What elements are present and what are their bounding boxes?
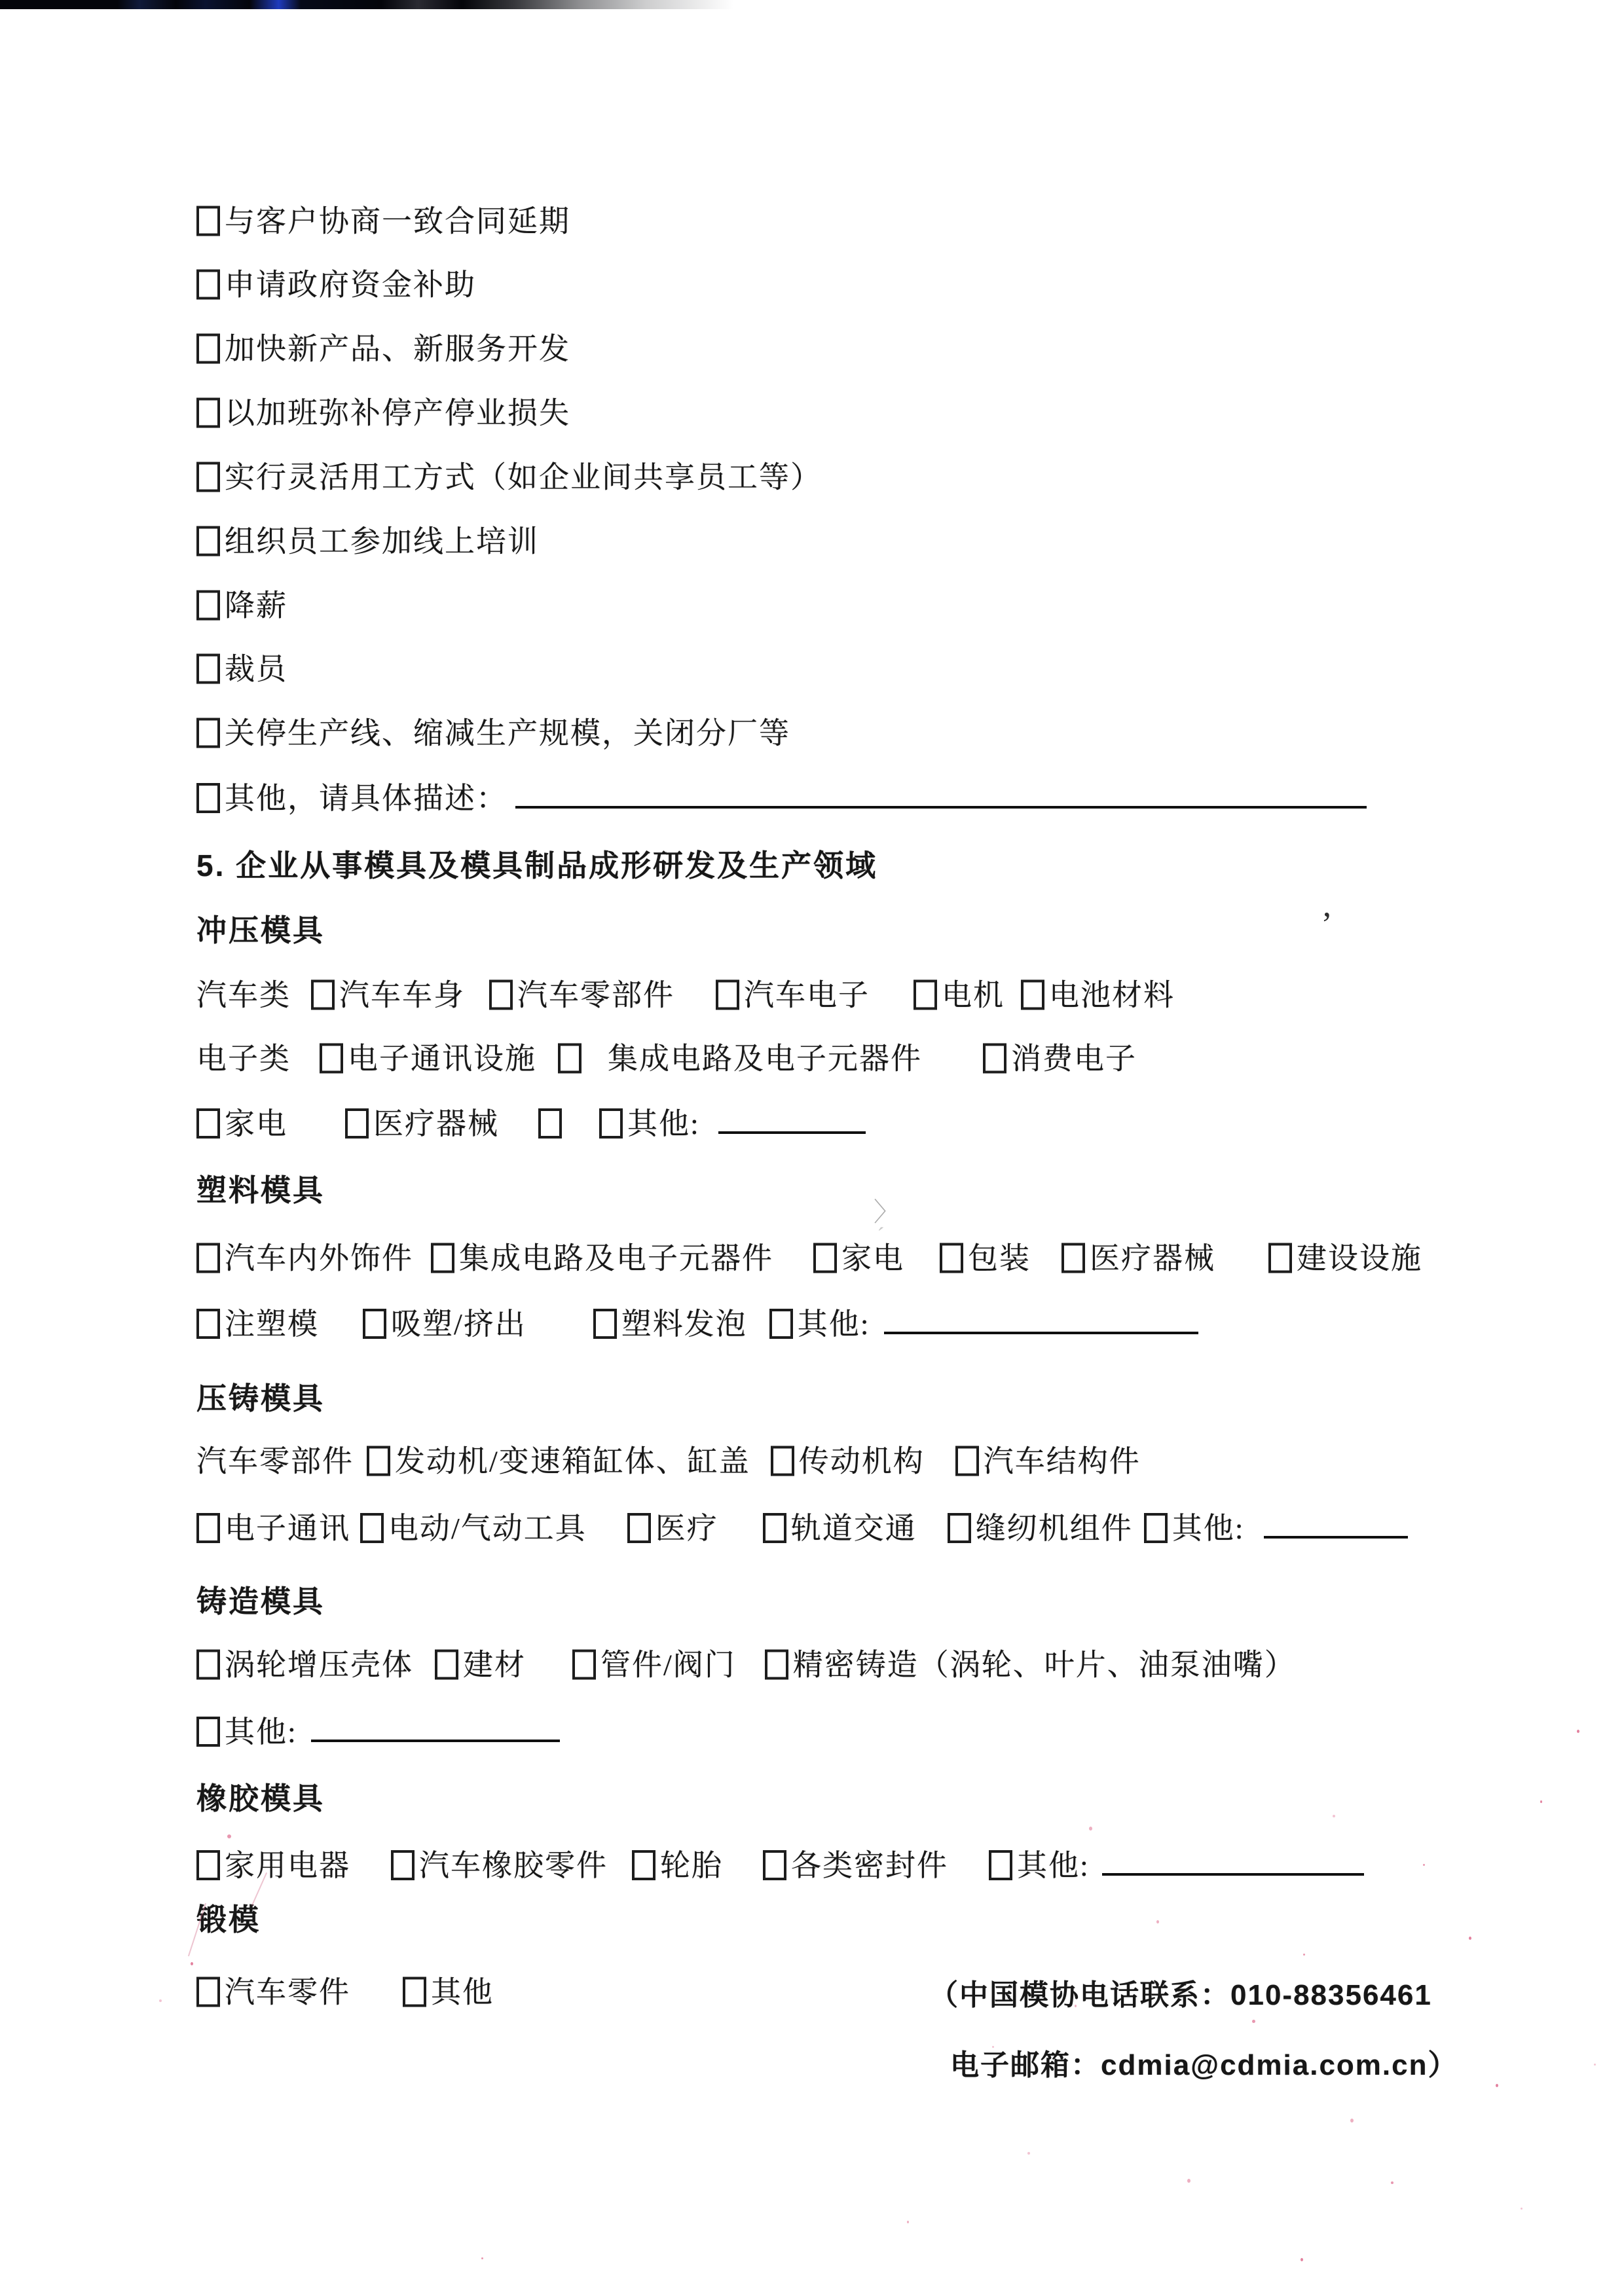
checkbox[interactable]	[196, 334, 220, 364]
checkbox-option	[489, 980, 674, 1011]
option-label: 申请政府资金补助	[225, 268, 476, 302]
checkbox-option	[955, 1446, 1141, 1477]
option-label: 注塑模	[225, 1307, 319, 1341]
option-label: 电机	[942, 978, 1005, 1012]
checkbox[interactable]	[632, 1850, 655, 1880]
option-label: 精密铸造（涡轮、叶片、油泵油嘴）	[792, 1648, 1296, 1682]
option-label: 电子通讯设施	[348, 1042, 536, 1076]
checkbox[interactable]	[345, 1108, 369, 1139]
speckle	[1540, 1800, 1542, 1803]
fill-in-blank[interactable]	[311, 1715, 560, 1742]
option-label: 以加班弥补停产停业损失	[225, 396, 570, 430]
speckle	[1521, 2208, 1522, 2210]
question4-option-row	[196, 526, 539, 557]
checkbox-option	[1144, 1513, 1245, 1544]
checkbox-option	[345, 1108, 499, 1139]
checkbox-option	[1268, 1243, 1422, 1274]
checkbox-option	[983, 1044, 1137, 1074]
speckle	[1252, 2020, 1255, 2023]
speckle	[1496, 2084, 1498, 2087]
group-title	[196, 915, 325, 945]
group-title-text: 塑料模具	[196, 1173, 325, 1207]
checkbox-option	[913, 980, 1005, 1011]
speckle	[1469, 1937, 1471, 1940]
speckle	[1027, 2152, 1030, 2155]
option-label: 电池材料	[1049, 978, 1175, 1012]
fill-in-blank[interactable]	[515, 781, 1367, 809]
checkbox[interactable]	[771, 1446, 794, 1476]
checkbox-option	[196, 654, 287, 685]
contact-phone-line: （中国模协电话联系：010-88356461	[929, 1979, 1432, 2011]
option-label: 建设设施	[1297, 1241, 1422, 1275]
option-row	[196, 1446, 1141, 1477]
option-label: 汽车电子	[744, 978, 870, 1012]
stray-ink-mark: ’	[1321, 905, 1333, 943]
checkbox-option	[320, 1044, 536, 1074]
option-label: 汽车零部件	[517, 978, 674, 1012]
checkbox[interactable]	[769, 1309, 793, 1339]
checkbox-option	[765, 1650, 1296, 1681]
fill-in-blank[interactable]	[718, 1106, 866, 1134]
checkbox[interactable]	[196, 1977, 220, 2007]
checkbox[interactable]	[627, 1513, 651, 1543]
option-label: 家电	[225, 1107, 287, 1140]
checkbox-option	[948, 1513, 1133, 1544]
checkbox-option	[196, 1977, 350, 2008]
checkbox-option	[403, 1977, 494, 2008]
group-title	[196, 1383, 325, 1413]
option-label: 汽车车身	[339, 978, 465, 1012]
category-label: 集成电路及电子元器件	[608, 1042, 922, 1076]
checkbox[interactable]	[983, 1044, 1006, 1074]
checkbox[interactable]	[363, 1309, 386, 1339]
option-row	[196, 1715, 560, 1747]
checkbox-option	[196, 1243, 413, 1274]
checkbox-option	[716, 980, 870, 1011]
checkbox[interactable]	[196, 591, 220, 621]
checkbox[interactable]	[196, 654, 220, 684]
option-label: 各类密封件	[791, 1849, 948, 1882]
checkbox[interactable]	[1144, 1513, 1168, 1543]
checkbox[interactable]	[763, 1850, 786, 1880]
checkbox-option	[763, 1513, 917, 1544]
checkbox-option	[311, 980, 465, 1011]
checkbox[interactable]	[196, 206, 220, 236]
option-label: 包装	[968, 1241, 1031, 1275]
speckle	[1577, 1730, 1579, 1733]
speckle	[1156, 1920, 1159, 1923]
checkbox-option	[391, 1850, 608, 1881]
speckle	[1391, 2181, 1393, 2184]
checkbox[interactable]	[435, 1650, 458, 1680]
option-label: 降薪	[225, 589, 287, 623]
speckle	[1089, 1827, 1092, 1831]
option-label: 缝纫机组件	[975, 1512, 1133, 1545]
checkbox[interactable]	[196, 526, 220, 556]
speckle	[481, 2257, 483, 2259]
option-label: 其他，请具体描述：	[225, 782, 507, 815]
checkbox-option	[363, 1309, 526, 1339]
checkbox[interactable]	[913, 980, 937, 1010]
checkbox-option	[989, 1850, 1090, 1881]
group-title-text: 压铸模具	[196, 1381, 325, 1415]
checkbox-option	[196, 206, 570, 237]
checkbox-option	[1021, 980, 1175, 1011]
checkbox[interactable]	[431, 1243, 454, 1273]
question4-option-row	[196, 462, 822, 493]
scanner-edge-artifact	[0, 0, 733, 9]
checkbox[interactable]	[360, 1513, 384, 1543]
option-label: 关停生产线、缩减生产规模，关闭分厂等	[225, 716, 790, 750]
fill-in-blank[interactable]	[884, 1307, 1198, 1334]
checkbox-option	[367, 1446, 750, 1477]
checkbox-option	[940, 1243, 1031, 1274]
question4-option-row	[196, 654, 287, 685]
option-row	[196, 1848, 1364, 1881]
question4-option-row	[196, 206, 570, 237]
checkbox[interactable]	[1061, 1243, 1085, 1273]
checkbox-option	[196, 1513, 350, 1544]
option-label: 汽车橡胶零件	[419, 1849, 608, 1882]
checkbox-option	[196, 398, 570, 429]
checkbox[interactable]	[599, 1108, 623, 1139]
option-label: 涡轮增压壳体	[225, 1648, 413, 1682]
checkbox[interactable]	[1021, 980, 1044, 1010]
checkbox-option	[196, 270, 476, 301]
speckle	[159, 1999, 162, 2002]
option-label: 家电	[841, 1241, 904, 1275]
option-label: 电动/气动工具	[388, 1512, 587, 1545]
checkbox-option	[196, 1850, 350, 1881]
checkbox[interactable]	[403, 1977, 426, 2007]
option-label: 其他:	[1172, 1512, 1245, 1545]
group-title-text: 铸造模具	[196, 1584, 325, 1618]
speckle	[1423, 1864, 1425, 1866]
option-row	[196, 1243, 1422, 1274]
checkbox[interactable]	[593, 1309, 617, 1339]
category-label: 电子类	[196, 1042, 291, 1076]
checkbox[interactable]	[196, 1717, 220, 1747]
group-title-text: 冲压模具	[196, 913, 325, 947]
checkbox[interactable]	[196, 1650, 220, 1680]
checkbox[interactable]	[813, 1243, 837, 1273]
option-label: 消费电子	[1011, 1042, 1137, 1076]
checkbox[interactable]	[311, 980, 335, 1010]
checkbox-option	[435, 1650, 526, 1681]
speckle	[1075, 2005, 1077, 2007]
option-label: 发动机/变速箱缸体、缸盖	[395, 1444, 750, 1478]
checkbox-option	[632, 1850, 723, 1881]
checkbox[interactable]	[196, 462, 220, 492]
group-title	[196, 1175, 325, 1205]
group-title	[196, 1783, 325, 1813]
checkbox[interactable]	[196, 783, 220, 813]
option-label: 建材	[463, 1648, 526, 1682]
question4-option-row	[196, 591, 287, 621]
checkbox-option	[593, 1309, 747, 1339]
group-title	[196, 1904, 261, 1935]
question4-option-row	[196, 334, 570, 365]
checkbox-option	[769, 1309, 870, 1339]
checkbox-option	[196, 334, 570, 365]
option-row	[196, 1977, 494, 2008]
checkbox[interactable]	[1268, 1243, 1292, 1273]
option-label: 加快新产品、新服务开发	[225, 332, 570, 366]
option-row	[196, 1650, 1296, 1681]
option-label: 家用电器	[225, 1849, 350, 1882]
speckle	[1187, 2179, 1190, 2183]
option-label: 电子通讯	[225, 1512, 350, 1545]
option-label: 裁员	[225, 652, 287, 686]
option-label: 集成电路及电子元器件	[459, 1241, 773, 1275]
checkbox-option	[196, 591, 287, 621]
option-label: 汽车零件	[225, 1975, 350, 2009]
speckle	[1333, 1815, 1335, 1817]
checkbox-option	[196, 1717, 297, 1747]
fill-in-blank[interactable]	[1102, 1848, 1364, 1876]
option-label: 组织员工参加线上培训	[225, 524, 539, 558]
checkbox[interactable]	[196, 1309, 220, 1339]
stray-ink-mark: ˊ	[877, 1224, 885, 1248]
speckle	[1594, 2064, 1596, 2066]
checkbox[interactable]	[763, 1513, 786, 1543]
checkbox-option	[431, 1243, 773, 1274]
group-title-text: 橡胶模具	[196, 1781, 325, 1815]
checkbox[interactable]	[955, 1446, 979, 1476]
stray-ink-mark: 〉	[874, 1197, 900, 1227]
option-row	[196, 1307, 1198, 1339]
section5-title	[196, 850, 877, 881]
speckle	[907, 2221, 909, 2223]
checkbox-option	[196, 718, 790, 749]
option-label: 其他:	[627, 1107, 700, 1140]
option-label: 其他:	[797, 1307, 870, 1341]
checkbox[interactable]	[558, 1044, 581, 1074]
checkbox-option	[599, 1108, 700, 1139]
checkbox[interactable]	[196, 1108, 220, 1139]
checkbox[interactable]	[196, 1513, 220, 1543]
option-label: 与客户协商一致合同延期	[225, 204, 570, 238]
question4-option-row	[196, 270, 476, 301]
checkbox[interactable]	[196, 718, 220, 748]
question4-option-row	[196, 781, 1367, 814]
checkbox[interactable]	[765, 1650, 788, 1680]
option-label: 吸塑/挤出	[391, 1307, 526, 1341]
checkbox-option	[1061, 1243, 1215, 1274]
option-label: 实行灵活用工方式（如企业间共享员工等）	[225, 460, 822, 494]
group-title	[196, 1586, 325, 1616]
checkbox-option	[572, 1650, 736, 1681]
speckle	[1301, 2258, 1303, 2261]
checkbox[interactable]	[572, 1650, 596, 1680]
contact-email-line: 电子邮箱：cdmia@cdmia.com.cn）	[950, 2049, 1458, 2081]
checkbox-option	[196, 783, 507, 814]
option-label: 塑料发泡	[621, 1307, 747, 1341]
option-label: 轨道交通	[790, 1512, 917, 1545]
checkbox[interactable]	[320, 1044, 343, 1074]
checkbox[interactable]	[196, 270, 220, 300]
option-label: 医疗器械	[373, 1107, 499, 1140]
checkbox-option	[627, 1513, 718, 1544]
checkbox-option	[813, 1243, 904, 1274]
checkbox-option	[196, 462, 822, 493]
checkbox[interactable]	[989, 1850, 1012, 1880]
checkbox[interactable]	[940, 1243, 963, 1273]
checkbox-option	[196, 1309, 319, 1339]
speckle	[227, 1834, 231, 1838]
checkbox[interactable]	[538, 1108, 562, 1139]
option-label: 其他:	[1017, 1849, 1090, 1882]
option-label: 汽车结构件	[983, 1444, 1141, 1478]
checkbox-option	[360, 1513, 587, 1544]
checkbox-option	[771, 1446, 925, 1477]
checkbox[interactable]	[716, 980, 739, 1010]
option-label: 轮胎	[660, 1849, 723, 1882]
fill-in-blank[interactable]	[1264, 1511, 1408, 1539]
checkbox[interactable]	[391, 1850, 415, 1880]
option-label: 传动机构	[798, 1444, 925, 1478]
speckle	[191, 1962, 193, 1965]
question4-option-row	[196, 718, 790, 749]
checkbox[interactable]	[367, 1446, 390, 1476]
category-label: 汽车类	[196, 978, 291, 1012]
checkbox[interactable]	[948, 1513, 971, 1543]
speckle	[1350, 2119, 1354, 2123]
option-label: 医疗器械	[1090, 1241, 1215, 1275]
option-row	[196, 1044, 1137, 1074]
checkbox[interactable]	[196, 398, 220, 428]
checkbox[interactable]	[489, 980, 513, 1010]
speckle	[1303, 1954, 1305, 1956]
option-row	[196, 1511, 1408, 1544]
option-label: 汽车内外饰件	[225, 1241, 413, 1275]
option-label: 其他	[431, 1975, 494, 2009]
option-row	[196, 1106, 866, 1139]
checkbox-option	[196, 1108, 287, 1139]
category-label: 汽车零部件	[196, 1444, 354, 1478]
question4-option-row	[196, 398, 570, 429]
checkbox[interactable]	[196, 1243, 220, 1273]
option-label: 医疗	[655, 1512, 718, 1545]
checkbox-option	[763, 1850, 948, 1881]
option-label: 其他:	[225, 1715, 297, 1749]
checkbox[interactable]	[196, 1850, 220, 1880]
section5-title-text: 5. 企业从事模具及模具制品成形研发及生产领域	[196, 848, 878, 883]
checkbox-option	[196, 1650, 413, 1681]
option-label: 管件/阀门	[600, 1648, 736, 1682]
option-row	[196, 980, 1175, 1011]
group-title-text: 锻模	[196, 1903, 261, 1937]
checkbox-option	[196, 526, 539, 557]
speckle	[992, 2046, 994, 2048]
